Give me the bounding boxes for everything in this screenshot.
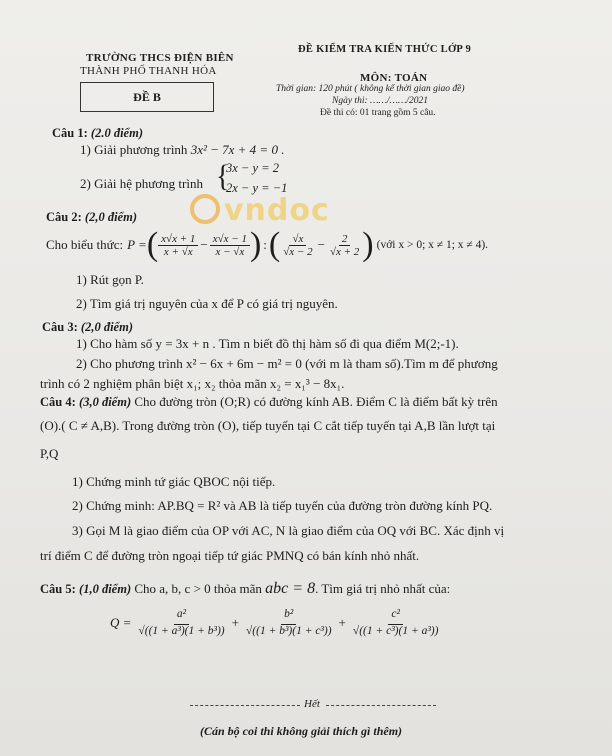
subject: MÔN: TOÁN	[360, 72, 428, 84]
t2-num: b²	[281, 608, 296, 625]
system-brace: {	[216, 159, 230, 194]
minus-sign: −	[200, 237, 208, 252]
q1-title: Câu 1:	[52, 126, 88, 140]
t3-num: c²	[388, 608, 403, 625]
fraction-4	[327, 233, 362, 258]
paren-close: )	[249, 226, 262, 263]
plus-sign-2: +	[338, 614, 346, 630]
q2-points: (2,0 điểm)	[84, 210, 137, 224]
f1-den: x + √x	[163, 245, 193, 258]
q3-points: (2,0 điểm)	[80, 320, 133, 334]
q2-heading	[46, 210, 137, 225]
exam-date: Ngày thi: ……/……/2021	[332, 96, 429, 106]
school-name: TRƯỜNG THCS ĐIỆN BIÊN	[86, 52, 234, 64]
f2-den: x − √x	[215, 245, 245, 258]
q2-item2: 2) Tìm giá trị nguyên của x để P có giá trị nguyên.	[76, 296, 338, 311]
exam-title: ĐỀ KIỂM TRA KIẾN THỨC LỚP 9	[298, 44, 472, 55]
q2-intro: Cho biểu thức:	[46, 237, 124, 252]
school-city: THÀNH PHỐ THANH HÓA	[80, 65, 217, 77]
q1-item1	[80, 142, 284, 158]
q4-intro-line2: (O).( C ≠ A,B). Trong đường tròn (O), tiếp tuyến tại C cắt tiếp tuyến tại A,B lần lượt tại	[40, 418, 496, 433]
q3-heading	[42, 320, 133, 335]
q-expression	[110, 608, 441, 637]
plus-sign-1: +	[231, 614, 239, 630]
footer-note: (Cán bộ coi thi không giải thích gì thêm)	[200, 724, 403, 738]
q2-expression	[46, 228, 488, 262]
q-term-1	[135, 608, 227, 637]
watermark: vndoc	[224, 193, 330, 228]
q4-points: (3,0 điểm)	[79, 395, 132, 409]
q4-item3-line2: trí điểm C để đường tròn ngoại tiếp tứ giác PMNQ có bán kính nhỏ nhất.	[40, 548, 420, 563]
exam-code: ĐỀ B	[133, 89, 161, 104]
q1-heading	[52, 126, 143, 141]
paren-open: (	[146, 226, 159, 263]
q2-item1: 1) Rút gọn P.	[76, 272, 144, 287]
exam-time: Thời gian: 120 phút ( không kể thời gian giao đề)	[276, 84, 465, 94]
f4-den: √x + 2	[329, 245, 360, 258]
exam-code-box	[80, 82, 214, 112]
t1-num: a²	[174, 608, 189, 625]
q5-heading	[40, 580, 450, 598]
q5-ask: . Tìm giá trị nhỏ nhất của:	[315, 581, 451, 596]
p-lhs: P =	[127, 237, 147, 252]
end-marker: Hết	[304, 698, 320, 710]
q1-item1-text: 1) Giải phương trình	[80, 142, 188, 157]
q1-points: (2.0 điểm)	[90, 126, 143, 140]
system-eq2: 2x − y = −1	[226, 181, 288, 195]
vndoc-logo-icon	[190, 194, 220, 224]
q4-intro-line1	[40, 394, 498, 410]
paren-open-2: (	[268, 226, 281, 263]
q5-intro: Cho a, b, c > 0 thỏa mãn	[131, 581, 262, 596]
q2-condition: (với x > 0; x ≠ 1; x ≠ 4).	[376, 239, 489, 251]
q5-points: (1,0 điểm)	[79, 582, 132, 596]
q5-title: Câu 5:	[40, 582, 76, 596]
q3-item1: 1) Cho hàm số y = 3x + n . Tìm n biết đồ thị hàm số đi qua điểm M(2;-1).	[76, 336, 459, 351]
page-count: Đề thi có: 01 trang gồm 5 câu.	[320, 108, 436, 118]
q-term-2	[243, 608, 335, 637]
q-term-3	[350, 608, 442, 637]
q4-item1: 1) Chứng minh tứ giác QBOC nội tiếp.	[72, 474, 276, 489]
q4-intro-line3: P,Q	[40, 446, 59, 461]
q4-item3-line1: 3) Gọi M là giao điểm của OP với AC, N là giao điểm của OQ với BC. Xác định vị	[72, 523, 505, 538]
fraction-1	[158, 233, 198, 258]
end-rule-right	[326, 705, 436, 706]
f1-num: x√x + 1	[158, 233, 198, 246]
fraction-2	[210, 233, 250, 258]
t2-den: √((1 + b³)(1 + c³))	[245, 625, 332, 637]
f4-num: 2	[339, 233, 351, 246]
q2-title: Câu 2:	[46, 210, 82, 224]
q-lhs: Q =	[110, 614, 132, 630]
paren-close-2: )	[362, 226, 374, 263]
t1-den: √((1 + a³)(1 + b³))	[138, 625, 225, 637]
end-rule-left	[190, 705, 300, 706]
divide-sign: :	[263, 237, 267, 252]
f2-num: x√x − 1	[210, 233, 250, 246]
f3-num: √x	[289, 233, 306, 246]
q3-item2-line1: 2) Cho phương trình x² − 6x + 6m − m² = 0 (với m là tham số).Tìm m để phương	[76, 356, 498, 371]
q3-title: Câu 3:	[42, 320, 78, 334]
fraction-3	[280, 233, 315, 258]
q4-title: Câu 4:	[40, 395, 76, 409]
q5-condition: abc = 8	[265, 580, 316, 597]
q1-item2: 2) Giải hệ phương trình	[80, 176, 203, 191]
q4-item2: 2) Chứng minh: AP.BQ = R² và AB là tiếp tuyến của đường tròn đường kính PQ.	[72, 498, 493, 513]
q1-item1-math: 3x² − 7x + 4 = 0 .	[190, 142, 285, 157]
t3-den: √((1 + c³)(1 + a³))	[352, 625, 439, 637]
minus-sign-2: −	[317, 237, 325, 252]
f3-den: √x − 2	[283, 245, 313, 258]
q4-intro-a: Cho đường tròn (O;R) có đường kính AB. Điểm C là điểm bất kỳ trên	[131, 394, 498, 409]
q3-item2-line2: trình có 2 nghiệm phân biệt x₁; x₂ thỏa mãn x₂ = x₁³ − 8x₁.	[40, 376, 345, 391]
system-eq1: 3x − y = 2	[226, 161, 279, 175]
